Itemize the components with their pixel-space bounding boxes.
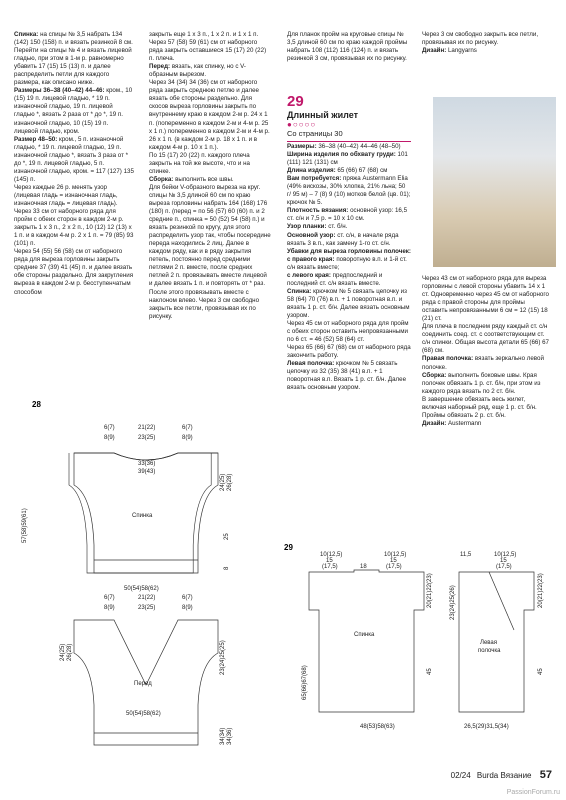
svg-text:24(25): 24(25) (60, 643, 66, 661)
svg-text:26,5(29)31,5(34): 26,5(29)31,5(34) (464, 724, 509, 730)
paragraph-text: В завершение обвязать весь жилет, включая наборный ряд, еще 1 р. ст. б/н. Проймы обвязать 2 р. ст. б/н. (422, 395, 537, 419)
paragraph (287, 143, 411, 151)
paragraph-text: Через 54 (55) 56 (58) см от наборного ряда для выреза горловины закрыть средние 37 (39) 41 (45) п. и далее вязать обе стороны раздельно. Для закругления выреза в каждом 2-м р. бесступенчатым способом (14, 248, 134, 296)
back-width-armhole: 33(36) (138, 461, 156, 467)
svg-text:15: 15 (500, 558, 507, 564)
paragraph (149, 152, 272, 176)
paragraph-text: кром., 5 п. изнаночной гладью, * 19 п. лицевой гладью, 19 п. изнаночной гладью *, вязать 3 раза от * до *, 19 п. лицевой гладью, 5 п. изнаночной гладью, кром. = 117 (127) 135 (145) п. (14, 135, 134, 183)
front-label-29: Левая (480, 640, 497, 646)
column-3-model (287, 143, 411, 392)
paragraph-text: поворотную в.п. и 1-й ст. с/н вязать вместе; (287, 255, 407, 271)
svg-text:6(7): 6(7) (104, 595, 115, 601)
column-3 (287, 31, 411, 63)
svg-text:6(7): 6(7) (104, 425, 115, 431)
paragraph-text: 101 (111) 121 (131) см (287, 151, 408, 167)
paragraph-text: закрыть еще 1 х 3 п., 1 х 2 п. и 1 х 1 п. (149, 31, 259, 38)
svg-text:20(21)22(23): 20(21)22(23) (427, 573, 433, 608)
paragraph-text: крючком № 5 связать цепочку из 32 (35) 38 (41) в.п. + 1 поворотная в.п. Вязать 1 р. ст. б/н. Далее вязать основным узором. (287, 360, 407, 392)
page-number: 57 (539, 769, 552, 781)
paragraph-text: Через 33 см от наборного ряда для пройм с обеих сторон в каждом 2-м р. закрыть 1 х 3 п., 2 х 2 п., 10 (12) 12 (13) х 1 п. и в каждом 4-м р. 2 х 1 п. = 79 (85) 93 (101) п. (14, 208, 134, 248)
paragraph-heading: Убавки для выреза горловины полочек: (287, 247, 411, 255)
paragraph (287, 175, 411, 207)
paragraph-heading: Дизайн: (422, 419, 447, 427)
svg-text:полочка: полочка (478, 648, 501, 654)
paragraph-heading: Длина изделия: (287, 167, 336, 175)
paragraph (287, 31, 411, 63)
paragraph (149, 176, 272, 184)
svg-text:23(25): 23(25) (138, 435, 156, 441)
paragraph-heading: Основной узор: (287, 231, 336, 239)
model-number: 29 (287, 93, 304, 110)
paragraph-text: Через 3 см свободно закрыть все петли, провязывая их по рисунку. (422, 31, 539, 47)
svg-text:24(25): 24(25) (220, 473, 226, 491)
paragraph-text: вязать зеркально левой полочке. (422, 355, 544, 371)
diagram-29 (284, 540, 559, 745)
svg-text:39(43): 39(43) (138, 469, 156, 475)
svg-text:15: 15 (326, 558, 333, 564)
paragraph-text: Через 65 (66) 67 (68) см от наборного ряда закончить работу. (287, 344, 411, 360)
column-4 (422, 31, 550, 55)
paragraph (287, 207, 411, 223)
paragraph (287, 248, 411, 256)
paragraph (287, 167, 411, 175)
svg-text:10(12,5): 10(12,5) (494, 552, 517, 558)
paragraph-text: Через 45 см от наборного ряда для пройм с обеих сторон оставить непровязанными по 6 ст. = 46 (52) 58 (64) ст. (287, 320, 409, 344)
paragraph (287, 223, 411, 231)
diagram-28-number: 28 (32, 400, 41, 409)
svg-text:65(66)67(68): 65(66)67(68) (302, 665, 308, 700)
svg-text:26(28): 26(28) (67, 643, 73, 661)
model-photo (433, 97, 556, 267)
paragraph (422, 396, 550, 420)
magazine-name: Burda Вязание (476, 771, 532, 780)
paragraph-heading: Узор планки: (287, 223, 327, 231)
column-4-model (422, 275, 550, 428)
column-1 (14, 31, 134, 297)
svg-text:20(21)22(23): 20(21)22(23) (538, 573, 544, 608)
paragraph-heading: Спинка: (14, 31, 39, 38)
front-label: Перед (134, 681, 152, 687)
issue: 02/24 (450, 771, 471, 780)
paragraph-heading: с правого края: (287, 255, 335, 263)
svg-text:26(28): 26(28) (227, 473, 233, 491)
watermark: PassionForum.ru (506, 789, 560, 796)
paragraph (149, 184, 272, 321)
paragraph-heading: Спинка: (287, 287, 312, 295)
paragraph-text: Для бейки V-образного выреза на круг. спицы № 3,5 длиной 60 см по краю выреза горловины набрать 164 (168) 176 (180) п. (перед = по 56 (57) 60 (60) п. и 2 средние п., спинка = 50 (52) 54 (58) п.) и вязать резинкой по кругу, для этого распределить узор так, чтобы посередине переда находились 2 лиц. Далее в каждом ряду, как и в ряду закрытия петель, постоянно перед средними петлями 2 п. вместе, после средних петлей 2 п. провязывать вместе лицевой и далее вязать 1 п. и повторять от * раз. После этого провязывать вместе с наклоном влево. Через 3 см свободно закрыть все петли, провязывая их по рисунку. (149, 183, 271, 320)
paragraph (422, 355, 550, 371)
paragraph (14, 248, 134, 296)
svg-text:10(12,5): 10(12,5) (384, 552, 407, 558)
svg-text:18: 18 (360, 564, 367, 570)
svg-text:50(54)58(62): 50(54)58(62) (126, 711, 161, 717)
paragraph-text: выполнить боковые швы. Края полочек обвязать 1 р. ст. б/н, при этом из каждого ряда вязать по 2 ст. б/н. (422, 371, 541, 395)
paragraph (149, 79, 272, 151)
paragraph-text: 36–38 (40–42) 44–46 (48–50) (316, 143, 401, 150)
paragraph (287, 151, 411, 167)
paragraph-heading: с левого края: (287, 271, 331, 279)
paragraph-text: Austermann (446, 419, 482, 427)
paragraph-heading: Сборка: (149, 175, 174, 183)
paragraph-text: Через каждые 26 р. менять узор (лицевая гладь = изнаночная гладь, изнаночная гладь = лицевая гладь). (14, 183, 118, 207)
paragraph-text: Через 43 см от наборного ряда для выреза горловины с левой стороны убавить 14 х 1 ст. Одновременно через 45 см от наборного ряда с правой стороны для проймы оставить непровязанными 6 см = 12 (15) 18 (21) ст. (422, 275, 549, 323)
paragraph-text: Langyarns (446, 47, 477, 55)
paragraph-text: Через 57 (58) 59 (61) см от наборного ряда закрыть оставшиеся 15 (17) 20 (22) п. плеча. (149, 39, 267, 63)
paragraph-heading: Ширина изделия по обхвату груди: (287, 151, 396, 159)
paragraph (422, 275, 550, 323)
paragraph (422, 420, 550, 428)
paragraph-text: ст. б/н. (326, 223, 348, 231)
svg-text:57(58)59(61): 57(58)59(61) (22, 508, 28, 543)
paragraph (149, 31, 272, 39)
svg-text:15: 15 (390, 558, 397, 564)
paragraph-text: пряжа Austermann Elia (49% вискозы, 30% хлопка, 21% льна; 50 г/ 95 м) – 7 (8) 9 (10) мотков белой (цв. 01); крючок № 5. (287, 175, 411, 207)
back-label-29: Спинка (354, 632, 375, 638)
svg-text:(17,5): (17,5) (322, 564, 338, 570)
paragraph (149, 39, 272, 63)
paragraph-heading: Сборка: (422, 371, 447, 379)
separator (287, 141, 411, 142)
svg-text:6(7): 6(7) (182, 425, 193, 431)
paragraph (14, 184, 134, 208)
paragraph (14, 208, 134, 248)
paragraph (287, 344, 411, 360)
paragraph-text: основной узор: 16,5 ст. с/н и 7,5 р. = 10 х 10 см. (287, 207, 408, 223)
photo-reference: Со страницы 30 (287, 129, 343, 139)
page-footer (451, 769, 552, 781)
paragraph-text: Через 34 (34) 34 (36) см от наборного ряда закрыть среднюю петлю и далее вязать обе стороны раздельно. Для скосов выреза горловины закрыть по внутреннему краю в каждом 2-м р. 24 х 1 п. (попеременно в каждом 2-м и 4-м р. 25 х 1 п.) попеременно в каждом 2-м и 4-м р. 26 х 1 п. (в каждом 2-м р. 18 х 1 п. и в каждом 4-м р. 10 х 1 п.). (149, 79, 270, 151)
difficulty-dots: ●○○○○ (287, 120, 317, 129)
paragraph-text: ст. с/н, в начале ряда вязать 3 в.п., как замену 1-го ст. с/н. (287, 231, 399, 247)
paragraph-text: на спицы № 3,5 набрать 134 (142) 150 (158) п. и вязать резинкой 8 см. (14, 31, 133, 47)
paragraph (287, 360, 411, 392)
svg-text:34(34): 34(34) (220, 727, 226, 745)
paragraph-text: кром., 10 (15) 19 п. лицевой гладью, * 19 п. изнаночной гладью, 19 п. лицевой гладью *, вязать 2 раза от * до *, 19 п. изнаночной гладью, 10 (15) 19 п. лицевой гладью, кром. (14, 87, 133, 135)
svg-text:6(7): 6(7) (182, 595, 193, 601)
paragraph-heading: Левая полочка: (287, 360, 335, 368)
svg-text:(17,5): (17,5) (386, 564, 402, 570)
paragraph-text: По 15 (17) 20 (22) п. каждого плеча закрыть на той же высоте, что и на спинке. (149, 151, 250, 175)
paragraph-heading: Размеры: (287, 143, 317, 150)
paragraph (422, 31, 550, 47)
svg-text:8(9): 8(9) (104, 605, 115, 611)
svg-text:10(12,5): 10(12,5) (320, 552, 343, 558)
paragraph (149, 63, 272, 79)
svg-text:48(53)58(63): 48(53)58(63) (360, 724, 395, 730)
paragraph-heading: Дизайн: (422, 47, 447, 55)
paragraph (287, 256, 411, 272)
svg-text:8: 8 (224, 566, 230, 570)
paragraph-text: предпоследний и последний ст. с/н вязать вместе. (287, 271, 383, 287)
paragraph-heading: Перед: (149, 63, 171, 71)
paragraph (287, 272, 411, 288)
paragraph-text: 65 (66) 67 (68) см (335, 167, 388, 175)
paragraph (422, 323, 550, 355)
paragraph-text: крючком № 5 связать цепочку из 58 (64) 70 (76) в.п. + 1 поворотная в.п. и вязать 1 р. ст. б/н. Далее вязать основным узором. (287, 287, 410, 319)
model-header (287, 94, 411, 145)
paragraph-heading: Правая полочка: (422, 355, 474, 363)
paragraph-text: выполнить все швы. (173, 175, 234, 183)
back-label: Спинка (132, 513, 153, 519)
svg-text:23(24)25(25): 23(24)25(25) (220, 640, 226, 675)
svg-text:21(22): 21(22) (138, 425, 156, 431)
paragraph-heading: Вам потребуется: (287, 175, 342, 183)
svg-text:8(9): 8(9) (104, 435, 115, 441)
paragraph (287, 288, 411, 320)
svg-text:(17,5): (17,5) (496, 564, 512, 570)
paragraph (14, 136, 134, 184)
diagram-28 (14, 395, 244, 750)
svg-text:11,5: 11,5 (460, 552, 472, 558)
paragraph (422, 372, 550, 396)
diagram-29-number: 29 (284, 543, 293, 552)
paragraph (287, 232, 411, 248)
svg-text:8(9): 8(9) (182, 605, 193, 611)
svg-text:21(22): 21(22) (138, 595, 156, 601)
paragraph-text: Перейти на спицы № 4 и вязать лицевой гладью, при этом в 1-м р. равномерно убавить 17 (15) 15 (13) п. и далее распределить петли для каждого размера, как описано ниже. (14, 47, 132, 87)
paragraph (14, 31, 134, 47)
paragraph-text: вязать, как спинку, но с V-образным вырезом. (149, 63, 246, 79)
svg-text:34(36): 34(36) (227, 727, 233, 745)
paragraph-text: Для плеча в последнем ряду каждый ст. с/н соединить соед. ст. с соответствующим ст. с/н спинки. Общая высота детали 65 (66) 67 (68) см. (422, 323, 549, 355)
paragraph (14, 87, 134, 135)
svg-text:23(24)25(26): 23(24)25(26) (450, 585, 456, 620)
paragraph-heading: Размеры 36–38 (40–42) 44–46: (14, 87, 105, 95)
svg-text:45: 45 (538, 668, 544, 675)
svg-text:8(9): 8(9) (182, 435, 193, 441)
paragraph (287, 320, 411, 344)
svg-text:23(25): 23(25) (138, 605, 156, 611)
paragraph-heading: Размер 48–50: (14, 135, 58, 143)
column-2 (149, 31, 272, 321)
back-bottom-width: 50(54)58(62) (124, 586, 159, 592)
svg-text:25: 25 (224, 533, 230, 540)
paragraph-text: Для планок пройм на круговые спицы № 3,5 длиной 60 см по краю каждой проймы набрать 108 (112) 116 (124) п. и вязать резинкой 3 см, провязывая их по рисунку. (287, 31, 408, 63)
paragraph (422, 47, 550, 55)
svg-text:45: 45 (427, 668, 433, 675)
paragraph-heading: Плотность вязания: (287, 207, 349, 215)
model-title: Длинный жилет (287, 110, 359, 120)
paragraph (14, 47, 134, 87)
